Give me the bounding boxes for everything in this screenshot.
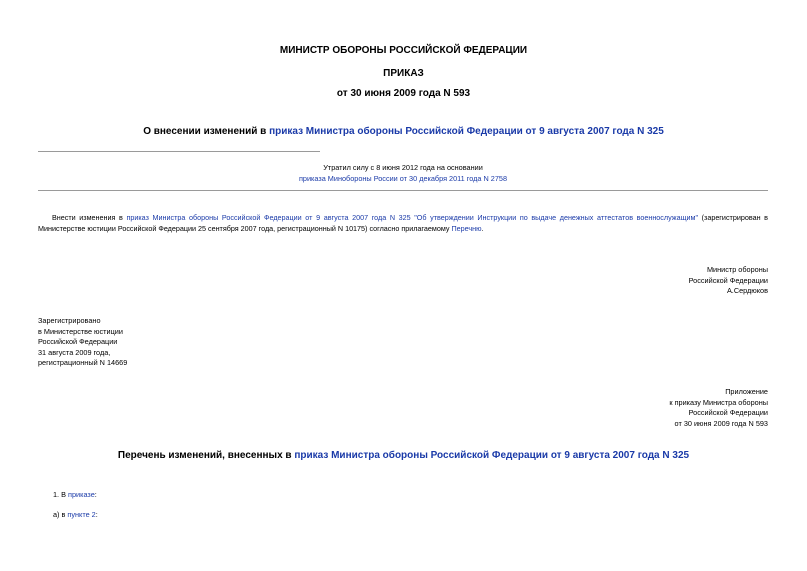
list-title-link[interactable]: приказ Министра обороны Российской Федерации от 9 августа 2007 года N 325 — [294, 450, 690, 461]
registration-line1: Зарегистрировано — [38, 316, 101, 325]
item1-suffix: : — [94, 490, 97, 499]
registration-line5: регистрационный N 14669 — [38, 358, 128, 367]
appendix-line4: от 30 июня 2009 года N 593 — [674, 418, 768, 428]
document-title — [0, 126, 807, 137]
list-item-1 — [53, 490, 97, 501]
item2-link[interactable]: пункте 2 — [67, 510, 96, 519]
ministry-heading: МИНИСТР ОБОРОНЫ РОССИЙСКОЙ ФЕДЕРАЦИИ — [279, 45, 528, 56]
signature-block — [500, 265, 768, 297]
list-title-prefix: Перечень изменений, внесенных в — [117, 450, 295, 461]
notice-block — [38, 163, 768, 184]
item1-link[interactable]: приказе — [68, 490, 95, 499]
item1-prefix: 1. В — [53, 490, 69, 499]
body-text-1: Внести изменения в — [52, 213, 127, 222]
notice-line1: Утратил силу с 8 июня 2012 года на основании — [323, 163, 483, 172]
body-link-order[interactable]: приказ Министра обороны Российской Федерации от 9 августа 2007 года N 325 "Об утверждении Инструкции по выдаче денежных аттестатов военнослужащим" — [126, 213, 698, 222]
appendix-block — [500, 387, 768, 429]
divider-top — [38, 151, 320, 152]
title-prefix: О внесении изменений в — [143, 126, 270, 137]
registration-line4: 31 августа 2009 года, — [38, 347, 111, 357]
item2-suffix: : — [95, 510, 98, 519]
registration-block — [38, 316, 288, 369]
appendix-line1: Приложение — [725, 387, 768, 396]
list-item-2 — [53, 510, 98, 521]
doc-date-number: от 30 июня 2009 года N 593 — [336, 88, 471, 99]
list-title — [0, 450, 807, 461]
title-link[interactable]: приказ Министра обороны Российской Федерации от 9 августа 2007 года N 325 — [269, 126, 664, 137]
appendix-line3: Российской Федерации — [688, 408, 768, 417]
appendix-line2: к приказу Министра обороны — [669, 397, 768, 407]
divider-bottom — [38, 190, 768, 191]
signature-line3: А.Сердюков — [726, 286, 768, 295]
doc-type-heading: ПРИКАЗ — [383, 68, 424, 79]
registration-line3: Российской Федерации — [38, 337, 118, 346]
body-text-2: (зарегистрирован в Министерстве юстиции Российской Федерации 25 сентября 2007 года, регистрационный N 10175) согласно прилагаемому — [38, 213, 768, 233]
body-text-3: . — [481, 224, 484, 233]
body-paragraph — [38, 212, 768, 234]
signature-line2: Российской Федерации — [688, 275, 768, 285]
notice-link[interactable]: приказа Минобороны России от 30 декабря 2011 года N 2758 — [298, 173, 508, 183]
signature-line1: Министр обороны — [706, 265, 768, 274]
body-link-list[interactable]: Перечню — [451, 224, 482, 233]
item2-prefix: а) в — [53, 510, 68, 519]
registration-line2: в Министерстве юстиции — [38, 326, 123, 336]
